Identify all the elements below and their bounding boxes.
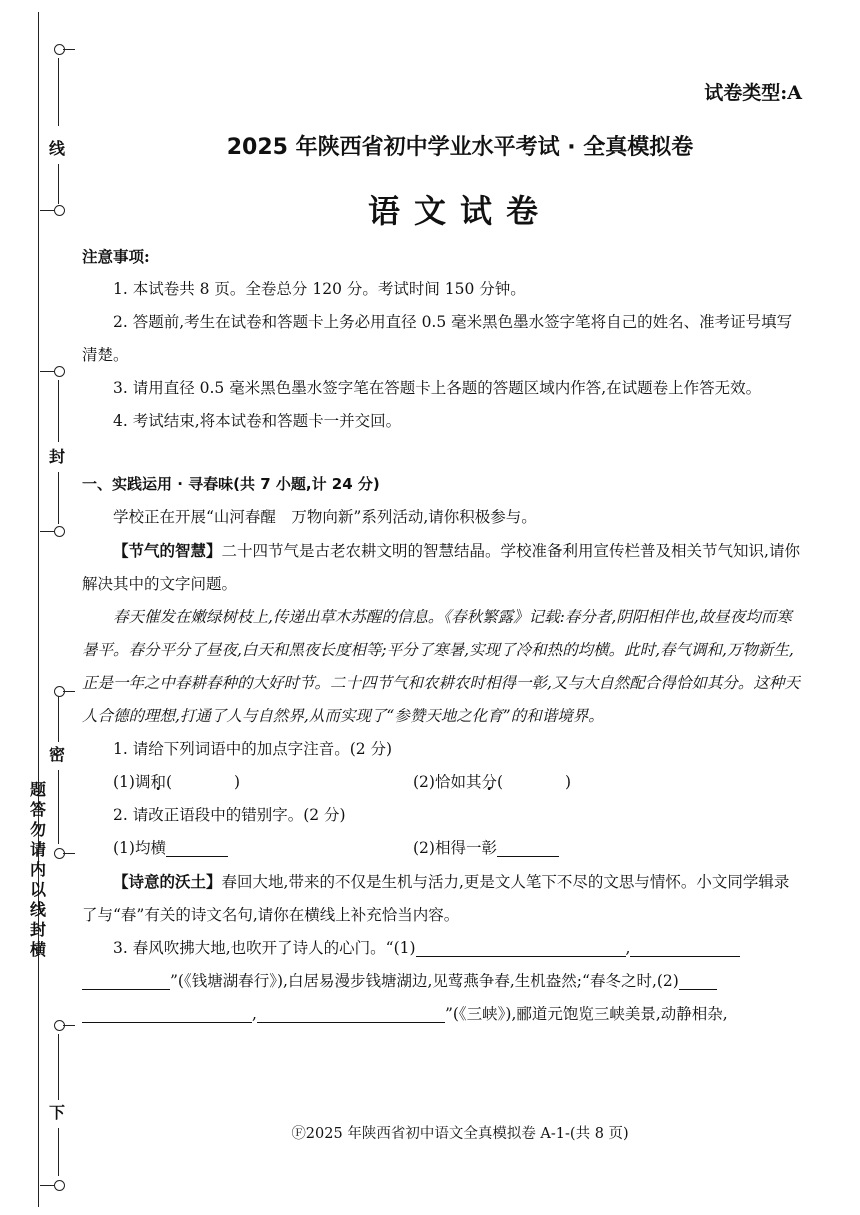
part-intro [82, 865, 802, 932]
question-3-line [82, 965, 802, 998]
section-intro: 学校正在开展“山河春醒 万物向新”系列活动,请你积极参与。 [113, 508, 537, 526]
binding-warning-char: 封 [29, 920, 46, 939]
question-1-item-b [413, 766, 713, 799]
binding-label-xia: 下 [49, 1103, 66, 1122]
item-text: (2)恰如其 [413, 773, 482, 791]
answer-bracket[interactable]: ( ) [496, 773, 572, 791]
binding-hole [54, 1180, 65, 1191]
binding-segment [58, 770, 59, 844]
notice-item: 1. 本试卷共 8 页。全卷总分 120 分。考试时间 150 分钟。 [113, 280, 526, 298]
page-footer: Ⓕ2025 年陕西省初中语文全真模拟卷 A-1-(共 8 页) [291, 1126, 629, 1142]
question-2-items [82, 832, 802, 865]
binding-label-xian: 线 [49, 139, 66, 158]
dotted-char: 和 [150, 773, 166, 791]
question-1: 1. 请给下列词语中的加点字注音。(2 分) [113, 740, 393, 758]
part-text: 二十四节气是古老农耕文明的智慧结晶。学校准备利用宣传栏普及相关节气知识,请你解决其中的文字问题。 [82, 542, 800, 593]
part-text: 春回大地,带来的不仅是生机与活力,更是文人笔下不尽的文思与情怀。小文同学辑录了与“春”有关的诗文名句,请你在横线上补充恰当内容。 [82, 873, 790, 924]
item-text: (1)均横 [113, 839, 166, 857]
part-tag: 【诗意的沃土】 [113, 872, 222, 891]
binding-hole [54, 526, 65, 537]
answer-blank[interactable] [257, 1002, 445, 1023]
exam-title: 2025 年陕西省初中学业水平考试 · 全真模拟卷 [226, 135, 694, 160]
binding-segment [58, 380, 59, 442]
binding-segment [58, 1034, 59, 1100]
section-heading: 一、实践运用 · 寻春味(共 7 小题,计 24 分) [82, 475, 380, 493]
question-2-item-a [82, 832, 413, 865]
binding-label-mi: 密 [49, 745, 66, 764]
question-1-items [82, 766, 802, 799]
answer-blank[interactable] [679, 969, 717, 990]
spacer [82, 438, 802, 468]
reading-passage: 春天催发在嫩绿树枝上,传递出草木苏醒的信息。《春秋繁露》记载:春分者,阴阳相伴也,故昼夜均而寒暑平。春分平分了昼夜,白天和黑夜长度相等;平分了寒暑,实现了冷和热的均横。此时,春气调和,万物新生,正是一年之中春耕春种的大好时节。二十四节气和农耕农时相得一彰,又与大自然配合得恰如其分。这种天人合德的理想,打通了人与自然界,从而实现了“参赞天地之化育”的和谐境界。 [82, 608, 800, 725]
notice-item: 2. 答题前,考生在试卷和答题卡上务必用直径 0.5 毫米黑色墨水签字笔将自己的姓名、准考证号填写清楚。 [82, 313, 793, 364]
binding-segment [58, 58, 59, 126]
binding-warning-char: 勿 [29, 820, 46, 839]
notice-item: 3. 请用直径 0.5 毫米黑色墨水签字笔在答题卡上各题的答题区域内作答,在试题卷上作答无效。 [113, 379, 762, 397]
binding-dash [63, 853, 75, 854]
answer-blank[interactable] [166, 836, 228, 857]
dotted-char: 分 [481, 773, 497, 791]
binding-segment [58, 472, 59, 524]
binding-warning-char: 横 [29, 940, 46, 959]
binding-label-feng: 封 [49, 447, 66, 466]
binding-warning-char: 线 [29, 900, 46, 919]
question-2-item-b [413, 832, 713, 865]
binding-warning-char: 以 [29, 880, 46, 899]
binding-dash [63, 691, 75, 692]
answer-blank[interactable] [82, 1002, 252, 1023]
question-3-text: ”(《钱塘湖春行》),白居易漫步钱塘湖边,见莺燕争春,生机盎然;“春冬之时,(2) [170, 972, 679, 990]
part-tag: 【节气的智慧】 [113, 541, 222, 560]
question-3-text: 3. 春风吹拂大地,也吹开了诗人的心门。“(1) [113, 939, 416, 957]
binding-warning-char: 答 [29, 800, 46, 819]
answer-blank[interactable] [82, 969, 170, 990]
binding-hole [54, 366, 65, 377]
question-2: 2. 请改正语段中的错别字。(2 分) [113, 806, 346, 824]
binding-dash [40, 371, 54, 372]
binding-dash [40, 531, 54, 532]
exam-type-label: 试卷类型:A [704, 82, 802, 104]
notice-heading: 注意事项: [82, 247, 150, 266]
question-3-line: 3. 春风吹拂大地,也吹开了诗人的心门。“(1) , [82, 932, 802, 965]
binding-segment [58, 696, 59, 742]
binding-warning-char: 题 [29, 780, 46, 799]
binding-warning-char: 内 [29, 860, 46, 879]
answer-blank[interactable] [497, 836, 559, 857]
binding-warning-vertical [26, 780, 50, 960]
answer-blank[interactable] [630, 936, 740, 957]
question-3-line: , ”(《三峡》),郦道元饱览三峡美景,动静相杂, [82, 998, 802, 1031]
exam-content [82, 240, 802, 1031]
item-text: (1)调 [113, 773, 151, 791]
binding-dash [63, 49, 75, 50]
binding-dash [40, 1185, 54, 1186]
answer-bracket[interactable]: ( ) [165, 773, 241, 791]
subject-title: 语文试卷 [367, 192, 552, 230]
answer-blank[interactable] [416, 936, 626, 957]
binding-warning-char: 请 [29, 840, 46, 859]
notice-item: 4. 考试结束,将本试卷和答题卡一并交回。 [113, 412, 402, 430]
part-intro [82, 534, 802, 601]
binding-dash [63, 1025, 75, 1026]
item-text: (2)相得一彰 [413, 839, 497, 857]
question-3-text: ”(《三峡》),郦道元饱览三峡美景,动静相杂, [444, 1005, 728, 1023]
question-1-item-a [82, 766, 413, 799]
